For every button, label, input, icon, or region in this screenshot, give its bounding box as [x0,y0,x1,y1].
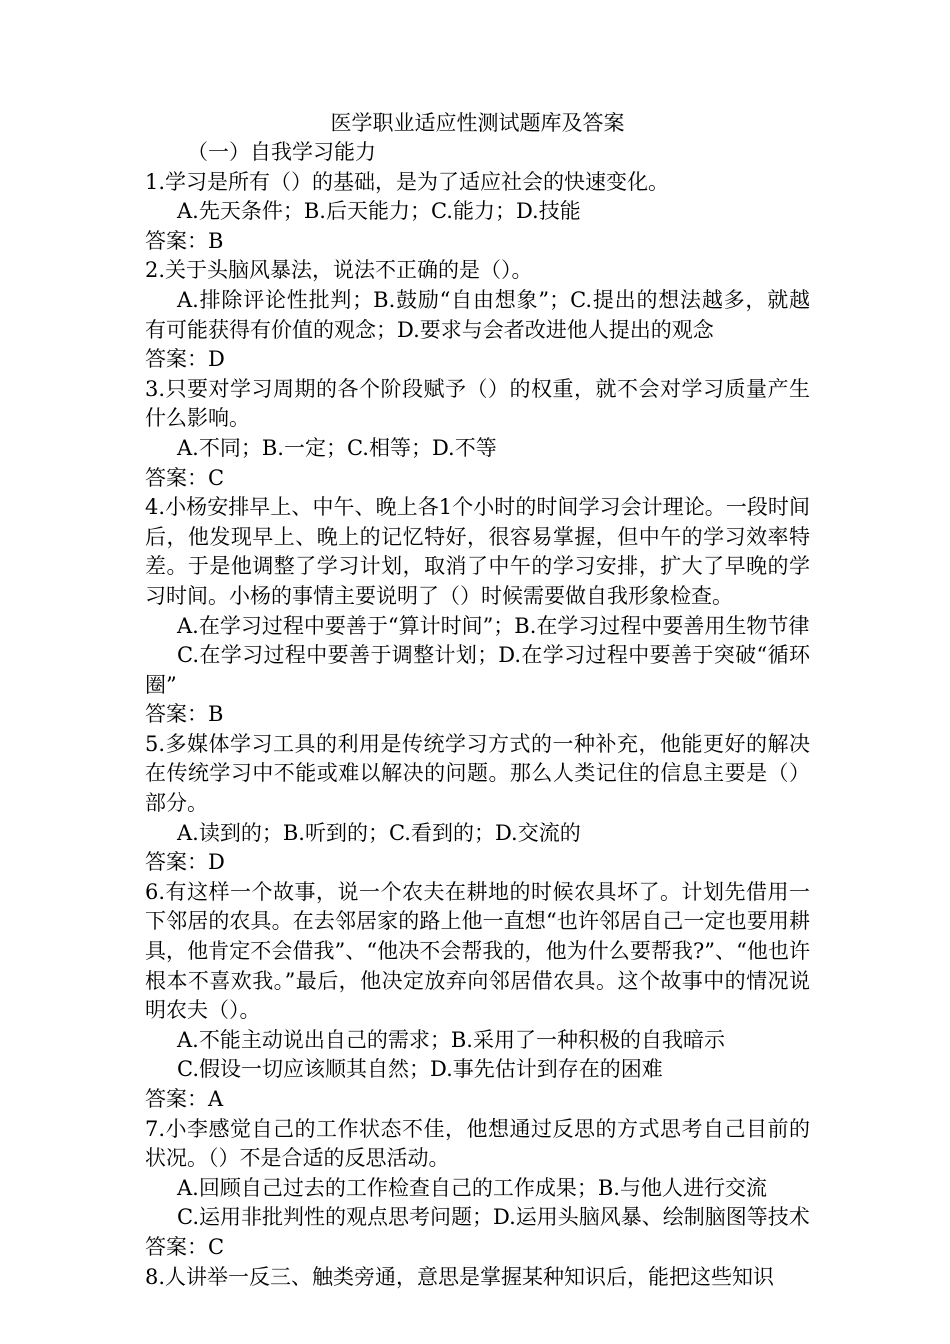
answer-text: 答案：C [145,1234,225,1259]
question-options: A.读到的；B.听到的；C.看到的；D.交流的 [177,820,581,845]
document-title: 医学职业适应性测试题库及答案 [330,111,625,135]
question-options: A.排除评论性批判；B.鼓励“自由想象”；C.提出的想法越多，就越有可能获得有价值的观念；D.要求与会者改进他人提出的观念 [145,287,810,342]
question-options: C.假设一切应该顺其自然；D.事先估计到存在的困难 [177,1057,663,1082]
answer-text: 答案：D [145,347,225,372]
question-text: 7.小李感觉自己的工作状态不佳，他想通过反思的方式思考自己目前的状况。（）不是合适的反思活动。 [145,1116,810,1171]
question-text: 1.学习是所有（）的基础，是为了适应社会的快速变化。 [145,169,670,194]
answer-text: 答案：B [145,702,224,727]
answer-text: 答案：A [145,1087,224,1111]
question-text: 4.小杨安排早上、中午、晚上各1个小时的时间学习会计理论。一段时间后，他发现早上、晚上的记忆特好，很容易掌握，但中午的学习效率特差。于是他调整了学习计划，取消了中午的学习安排，扩大了早晚的学习时间。小杨的事情主要说明了（）时候需要做自我形象检查。 [145,495,810,608]
question-options: A.回顾自己过去的工作检查自己的工作成果；B.与他人进行交流 [177,1175,767,1200]
section-heading: （一）自我学习能力 [187,140,376,164]
question-text: 3.只要对学习周期的各个阶段赋予（）的权重，就不会对学习质量产生什么影响。 [145,376,810,431]
question-text: 6.有这样一个故事，说一个农夫在耕地的时候农具坏了。计划先借用一下邻居的农具。在去邻居家的路上他一直想“也许邻居自己一定也要用耕具，他肯定不会借我”、“他决不会帮我的，他为什么要帮我?”、“他也许根本不喜欢我。”最后，他决定放弃向邻居借农具。这个故事中的情况说明农夫（）。 [145,879,810,1023]
question-options: C.运用非批判性的观点思考问题；D.运用头脑风暴、绘制脑图等技术 [177,1205,810,1230]
question-options: A.先天条件；B.后天能力；C.能力；D.技能 [177,199,581,224]
answer-text: 答案：B [145,228,224,253]
question-options: C.在学习过程中要善于调整计划；D.在学习过程中要善于突破“循环圈” [145,643,810,697]
question-text: 5.多媒体学习工具的利用是传统学习方式的一种补充，他能更好的解决在传统学习中不能或难以解决的问题。那么人类记住的信息主要是（）部分。 [145,731,810,816]
document-page [145,108,810,1292]
question-options: A.在学习过程中要善于“算计时间”；B.在学习过程中要善用生物节律 [177,613,810,638]
answer-text: 答案：D [145,850,225,875]
answer-text: 答案：C [145,465,225,490]
question-options: A.不同；B.一定；C.相等；D.不等 [177,435,497,460]
question-text: 2.关于头脑风暴法，说法不正确的是（）。 [145,258,533,283]
question-text: 8.人讲举一反三、触类旁通，意思是掌握某种知识后，能把这些知识 [145,1264,775,1289]
question-options: A.不能主动说出自己的需求；B.采用了一种积极的自我暗示 [177,1027,725,1052]
